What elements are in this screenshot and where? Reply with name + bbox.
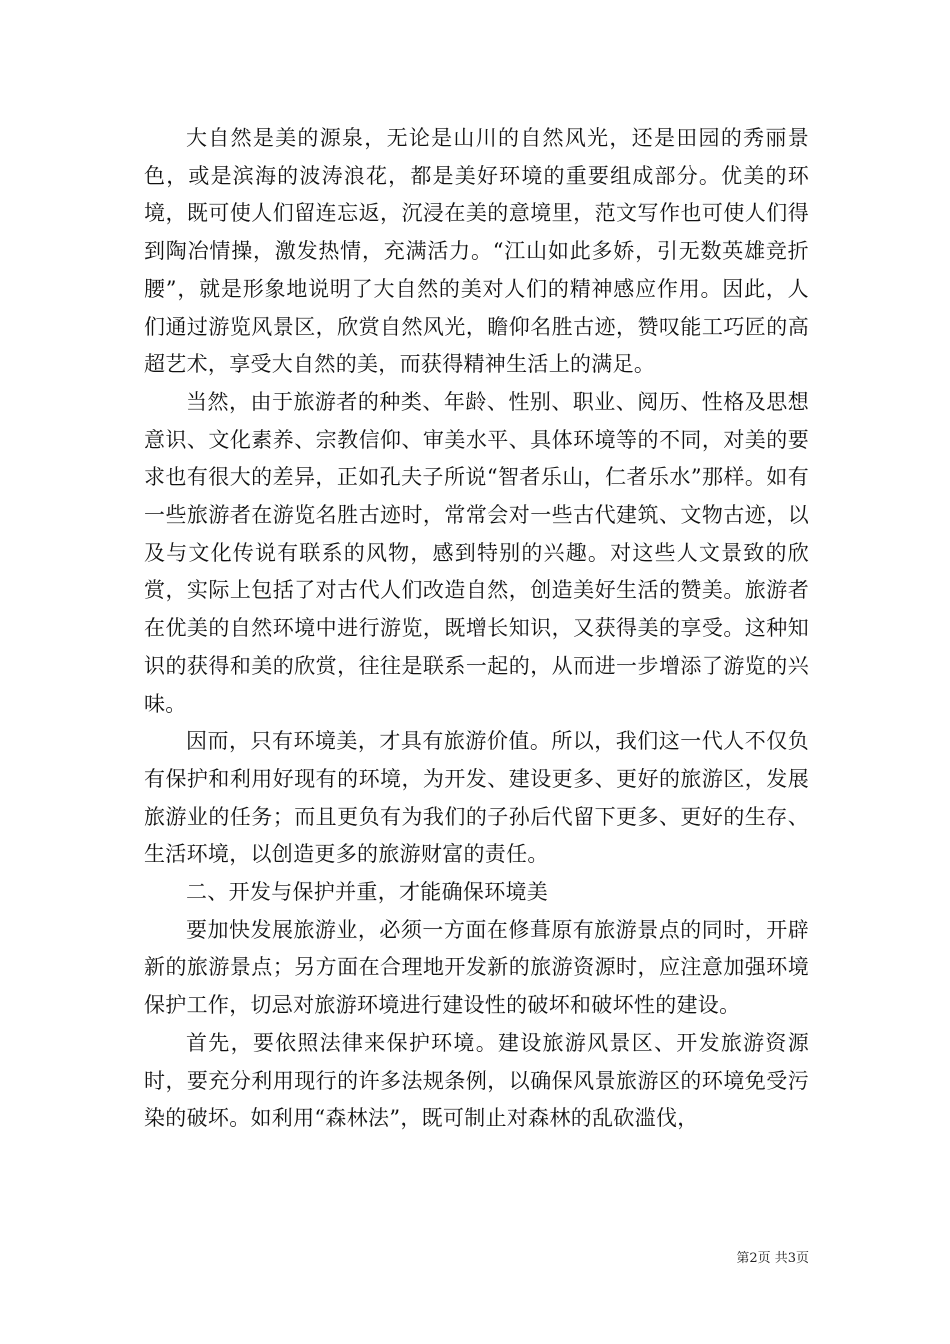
paragraph-tourism-value: 因而，只有环境美，才具有旅游价值。所以，我们这一代人不仅负有保护和利用好现有的环境，为开发、建设更多、更好的旅游区，发展旅游业的任务；而且更负有为我们的子孙后代留下更多、更好的生存、生活环境，以创造更多的旅游财富的责任。 xyxy=(144,729,809,867)
paragraph-nature-beauty: 大自然是美的源泉，无论是山川的自然风光，还是田园的秀丽景色，或是滨海的波涛浪花，都是美好环境的重要组成部分。优美的环境，既可使人们留连忘返，沉浸在美的意境里，范文写作也可使人们得到陶冶情操，激发热情，充满活力。“江山如此多娇，引无数英雄竞折腰”，就是形象地说明了大自然的美对人们的精神感应作用。因此，人们通过游览风景区，欣赏自然风光，瞻仰名胜古迹，赞叹能工巧匠的高超艺术，享受大自然的美，而获得精神生活上的满足。 xyxy=(144,126,809,377)
section-heading: 二、开发与保护并重，才能确保环境美 xyxy=(186,880,549,905)
page-number: 第2页 共3页 xyxy=(736,1251,809,1266)
paragraph-development: 要加快发展旅游业，必须一方面在修葺原有旅游景点的同时，开辟新的旅游景点；另方面在合理地开发新的旅游资源时，应注意加强环境保护工作，切忌对旅游环境进行建设性的破坏和破坏性的建设。 xyxy=(144,917,809,1018)
paragraph-tourist-differences: 当然，由于旅游者的种类、年龄、性别、职业、阅历、性格及思想意识、文化素养、宗教信仰、审美水平、具体环境等的不同，对美的要求也有很大的差异，正如孔夫子所说“智者乐山，仁者乐水”那样。如有一些旅游者在游览名胜古迹时，常常会对一些古代建筑、文物古迹，以及与文化传说有联系的风物，感到特别的兴趣。对这些人文景致的欣赏，实际上包括了对古代人们改造自然，创造美好生活的赞美。旅游者在优美的自然环境中进行游览，既增长知识，又获得美的享受。这种知识的获得和美的欣赏，往往是联系一起的，从而进一步增添了游览的兴味。 xyxy=(144,389,809,716)
paragraph-law-protection: 首先，要依照法律来保护环境。建设旅游风景区、开发旅游资源时，要充分利用现行的许多法规条例，以确保风景旅游区的环境免受污染的破坏。如利用“森林法”，既可制止对森林的乱砍滥伐， xyxy=(144,1030,809,1131)
document-body xyxy=(144,120,809,1138)
